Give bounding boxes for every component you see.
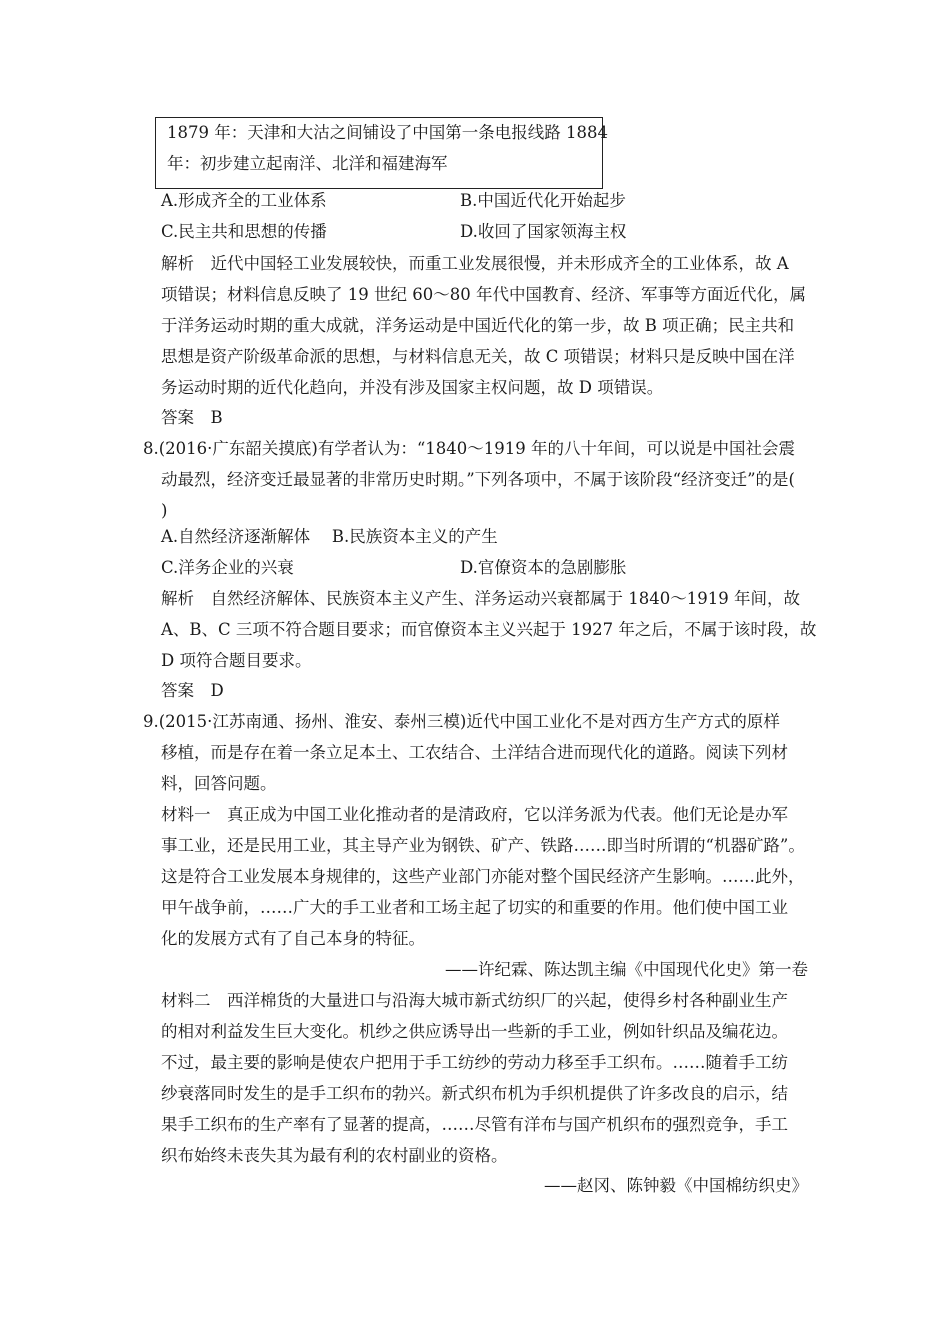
q7-option-c: C.民主共和思想的传播	[161, 222, 327, 241]
q9-stem-line: 移植，而是存在着一条立足本土、工农结合、土洋结合进而现代化的道路。阅读下列材	[161, 743, 788, 762]
material-1-line: 材料一 真正成为中国工业化推动者的是清政府，它以洋务派为代表。他们无论是办军	[161, 805, 788, 824]
material-2-line: 纱衰落同时发生的是手工织布的勃兴。新式织布机为手织机提供了许多改良的启示，结	[161, 1084, 788, 1103]
material-1-line: 化的发展方式有了自己本身的特征。	[161, 929, 425, 948]
material-1-line: 事工业，还是民用工业，其主导产业为钢铁、矿产、铁路……即当时所谓的“机器矿路”。	[161, 836, 805, 855]
q8-analysis-line: D 项符合题目要求。	[161, 651, 312, 670]
q9-stem-line: 9.(2015·江苏南通、扬州、淮安、泰州三模)近代中国工业化不是对西方生产方式的原样	[143, 712, 780, 731]
q8-stem-line: )	[161, 501, 168, 520]
q8-option-c: C.洋务企业的兴衰	[161, 558, 294, 577]
q7-option-a: A.形成齐全的工业体系	[161, 191, 327, 210]
q7-option-b: B.中国近代化开始起步	[460, 191, 626, 210]
q7-option-d: D.收回了国家领海主权	[460, 222, 627, 241]
q7-analysis-line: 务运动时期的近代化趋向，并没有涉及国家主权问题，故 D 项错误。	[161, 378, 664, 397]
material-box-line-1: 1879 年：天津和大沽之间铺设了中国第一条电报线路 1884	[167, 123, 608, 142]
material-1-line: 甲午战争前，……广大的手工业者和工场主起了切实的和重要的作用。他们使中国工业	[161, 898, 788, 917]
q8-analysis-line: A、B、C 三项不符合题目要求；而官僚资本主义兴起于 1927 年之后，不属于该时段，故	[161, 620, 817, 639]
q7-answer: 答案 B	[161, 408, 223, 427]
q8-answer: 答案 D	[161, 681, 224, 700]
material-1-line: 这是符合工业发展本身规律的，这些产业部门亦能对整个国民经济产生影响。……此外，	[161, 867, 805, 886]
q7-analysis-line: 项错误；材料信息反映了 19 世纪 60～80 年代中国教育、经济、军事等方面近代化，属	[161, 285, 806, 304]
material-1-source: ——许纪霖、陈达凯主编《中国现代化史》第一卷	[445, 960, 808, 979]
material-2-line: 织布始终未丧失其为最有利的农村副业的资格。	[161, 1146, 508, 1165]
material-2-source: ——赵冈、陈钟毅《中国棉纺织史》	[544, 1176, 808, 1195]
q8-stem-line: 8.(2016·广东韶关摸底)有学者认为：“1840～1919 年的八十年间，可以说是中国社会震	[143, 439, 796, 458]
q9-stem-line: 料，回答问题。	[161, 774, 277, 793]
q8-analysis-line: 解析 自然经济解体、民族资本主义产生、洋务运动兴衰都属于 1840～1919 年间，故	[161, 589, 800, 608]
material-2-line: 材料二 西洋棉货的大量进口与沿海大城市新式纺织厂的兴起，使得乡村各种副业生产	[161, 991, 788, 1010]
material-2-line: 不过，最主要的影响是使农户把用于手工纺纱的劳动力移至手工织布。……随着手工纺	[161, 1053, 788, 1072]
material-2-line: 的相对利益发生巨大变化。机纱之供应诱导出一些新的手工业，例如针织品及编花边。	[161, 1022, 788, 1041]
material-2-line: 果手工织布的生产率有了显著的提高，……尽管有洋布与国产机织布的强烈竞争，手工	[161, 1115, 788, 1134]
q8-stem-line: 动最烈，经济变迁最显著的非常历史时期。”下列各项中，不属于该阶段“经济变迁”的是(	[161, 470, 795, 489]
q8-option-ab: A.自然经济逐渐解体 B.民族资本主义的产生	[161, 527, 498, 546]
material-box-line-2: 年：初步建立起南洋、北洋和福建海军	[167, 154, 448, 173]
q7-analysis-line: 思想是资产阶级革命派的思想，与材料信息无关，故 C 项错误；材料只是反映中国在洋	[161, 347, 795, 366]
q7-analysis-line: 于洋务运动时期的重大成就，洋务运动是中国近代化的第一步，故 B 项正确；民主共和	[161, 316, 795, 335]
q8-option-d: D.官僚资本的急剧膨胀	[460, 558, 627, 577]
q7-analysis-line: 解析 近代中国轻工业发展较快，而重工业发展很慢，并未形成齐全的工业体系，故 A	[161, 254, 789, 273]
